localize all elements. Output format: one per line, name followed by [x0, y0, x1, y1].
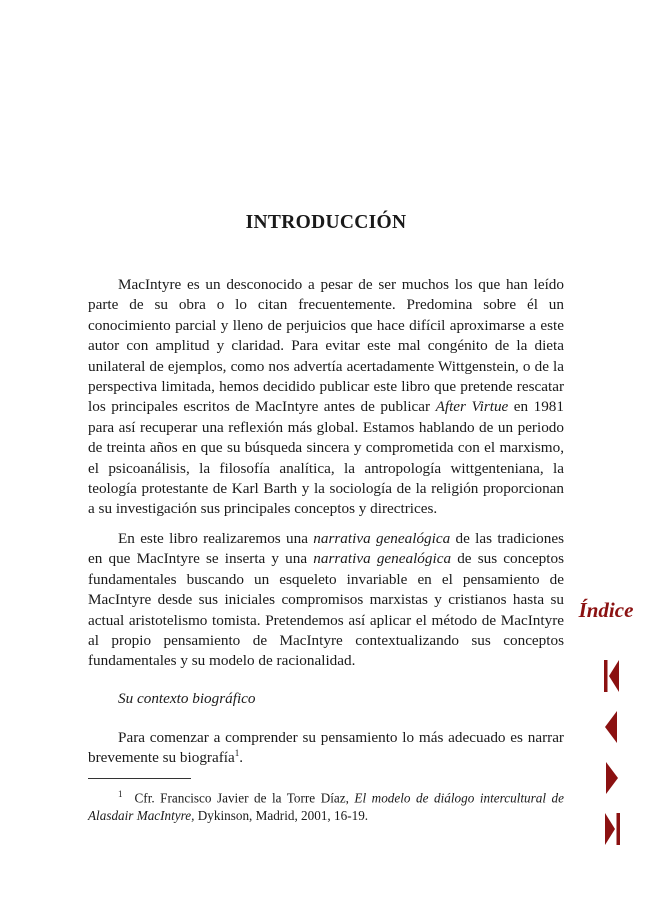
next-page-icon[interactable]: [603, 761, 623, 795]
paragraph-1-italic: After Virtue: [435, 398, 509, 416]
paragraph-3-end: .: [239, 749, 244, 767]
paragraph-3-text: Para comenzar a comprender su pensamiento lo más adecuado es narrar brevemente su biografía: [88, 729, 564, 767]
last-page-icon[interactable]: [603, 812, 623, 846]
paragraph-2-text-c: de sus conceptos fundamentales buscando un esqueleto invariable en el pensamiento de MacIntyre desde sus iniciales compromisos marxistas y cristianos hasta su actual aristotelismo tomista. Pretendemos así aplicar el método de MacIntyre al propio pensamiento de MacIntyre contextualizando sus conceptos fundamentales y su modelo de racionalidad.: [88, 550, 564, 670]
paragraph-2-text-a: En este libro realizaremos una: [118, 529, 314, 547]
footnote-number: 1: [118, 789, 123, 799]
paragraph-1-text-b: en 1981 para así recuperar una reflexión más global. Estamos hablando de un periodo de treinta años en que su búsqueda sincera y comprometida con el marxismo, el psicoanálisis, la filosofía analítica, la antropología wittgenteniana, la teología protestante de Karl Barth y la sociología de la religión proporcionan a su investigación sus principales conceptos y directrices.: [88, 398, 564, 518]
paragraph-2-italic-2: narrativa genealógica: [313, 550, 452, 568]
paragraph-2: [88, 529, 564, 672]
first-page-icon[interactable]: [603, 659, 623, 693]
page-title: INTRODUCCIÓN: [245, 212, 407, 233]
paragraph-3: [88, 728, 564, 769]
paragraph-1-text-a: MacIntyre es un desconocido a pesar de ser muchos los que han leído parte de su obra o lo citan frecuentemente. Predomina sobre él un conocimiento parcial y lleno de perjuicios que hace difícil aproximarse a este autor con amplitud y claridad. Para evitar este mal congénito de la dieta unilateral de ejemplos, como nos advertía acertadamente Wittgenstein, o de la perspectiva limitada, hemos decidido publicar este libro que pretende rescatar los principales escritos de MacIntyre antes de publicar: [88, 276, 564, 416]
footnote: [88, 785, 564, 825]
footnote-reference[interactable]: 1: [234, 748, 240, 759]
body-text: [88, 275, 564, 672]
index-link[interactable]: Índice: [578, 598, 634, 622]
paragraph-2-italic-1: narrativa genealógica: [313, 529, 451, 547]
paragraph-2-text-b: de las tradiciones en que MacIntyre se inserta y una: [88, 529, 564, 568]
footnote-text-a: Cfr. Francisco Javier de la Torre Díaz,: [134, 790, 355, 806]
footnote-text-b: Dykinson, Madrid, 2001, 16-19.: [194, 808, 369, 824]
footnote-italic: El modelo de diálogo intercultural de Alasdair MacIntyre,: [88, 790, 564, 824]
footnote-divider: [88, 778, 191, 779]
previous-page-icon[interactable]: [603, 710, 623, 744]
paragraph-1: [88, 275, 564, 520]
section-subheading: Su contexto biográfico: [118, 690, 256, 707]
navigation-panel: [576, 598, 636, 863]
